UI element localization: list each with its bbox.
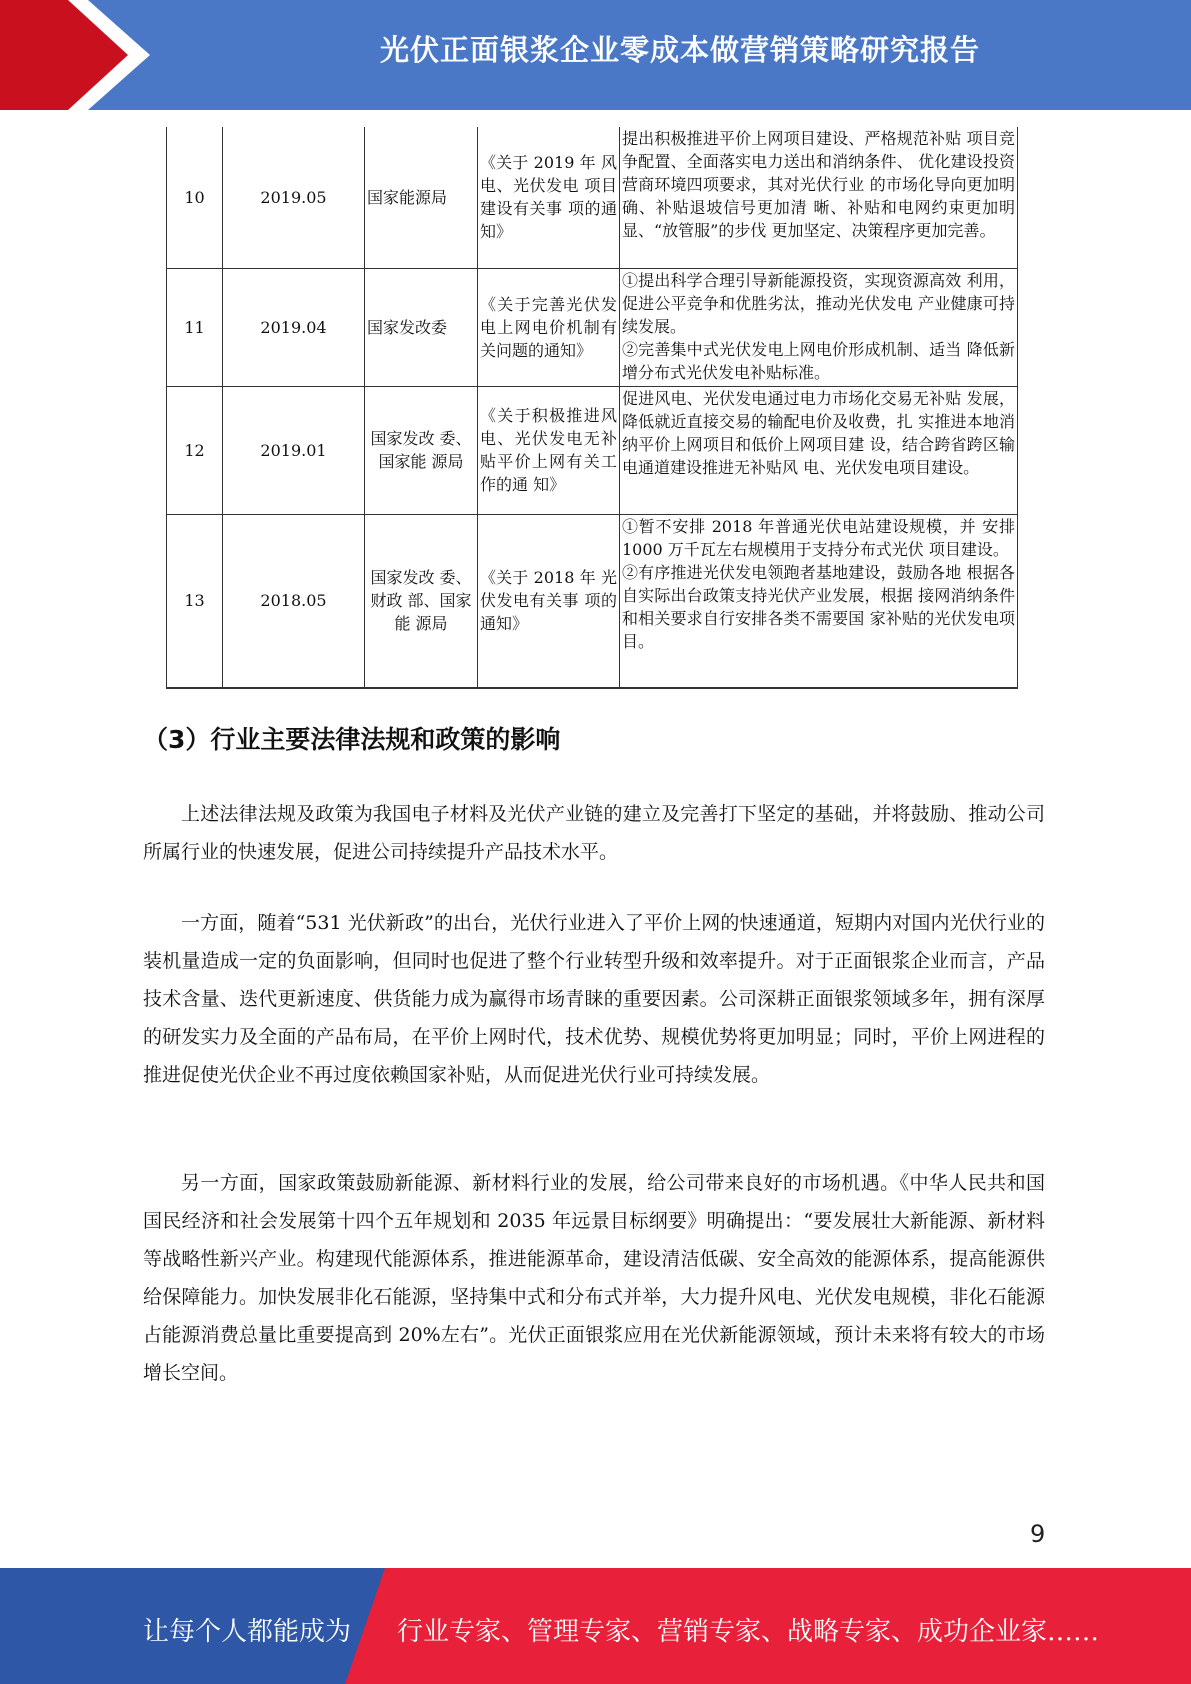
footer-slogan-left: 让每个人都能成为 [143, 1617, 352, 1647]
row-document: 《关于 2019 年 风电、光伏发电 项目建设有关事 项的通知》 [478, 127, 620, 268]
row-date: 2018.05 [223, 514, 365, 688]
row-issuer: 国家发改 委、财政 部、国家能 源局 [365, 514, 478, 688]
row-date: 2019.01 [223, 386, 365, 514]
row-issuer: 国家发改 委、国家能 源局 [365, 386, 478, 514]
row-number: 10 [167, 127, 223, 268]
row-number: 11 [167, 268, 223, 386]
row-content: 促进风电、光伏发电通过电力市场化交易无补贴 发展，降低就近直接交易的输配电价及收费，扎 实推进本地消纳平价上网项目和低价上网项目建 设，结合跨省跨区输电通道建设推进无补贴风 电、光伏发电项目建设。 [620, 386, 1018, 514]
row-content [620, 514, 1018, 688]
report-title: 光伏正面银浆企业零成本做营销策略研究报告 [379, 33, 980, 67]
row-content: 提出积极推进平价上网项目建设、严格规范补贴 项目竞争配置、全面落实电力送出和消纳条件、 优化建设投资营商环境四项要求，其对光伏行业 的市场化导向更加明确、补贴退坡信号更加清 晰、补贴和电网约束更加明显、“放管服”的步伐 更加坚定、决策程序更加完善。 [620, 127, 1018, 268]
page-number: 9 [1030, 1520, 1046, 1548]
row-date: 2019.05 [223, 127, 365, 268]
policy-table [166, 127, 1018, 689]
header-red-arrow [0, 0, 150, 110]
row-issuer: 国家发改委 [365, 268, 478, 386]
table-row [167, 386, 1018, 514]
footer-slogan-right: 行业专家、管理专家、营销专家、战略专家、成功企业家…… [397, 1617, 1100, 1647]
table-row [167, 268, 1018, 386]
row-document: 《关于 2018 年 光伏发电有关事 项的通知》 [478, 514, 620, 688]
content-item: ②有序推进光伏发电领跑者基地建设，鼓励各地 根据各自实际出台政策支持光伏产业发展，根据 接网消纳条件和相关要求自行安排各类不需要国 家补贴的光伏发电项目。 [622, 562, 1015, 651]
row-document: 《关于积极推进风电、光伏发电无补贴平价上网有关工作的通 知》 [478, 386, 620, 514]
row-number: 12 [167, 386, 223, 514]
row-issuer: 国家能源局 [365, 127, 478, 268]
row-document: 《关于完善光伏发电上网电价机制有关问题的通知》 [478, 268, 620, 386]
paragraph: 上述法律法规及政策为我国电子材料及光伏产业链的建立及完善打下坚定的基础，并将鼓励、推动公司所属行业的快速发展，促进公司持续提升产品技术水平。 [143, 803, 1045, 863]
content-item: ①提出科学合理引导新能源投资，实现资源高效 利用，促进公平竞争和优胜劣汰，推动光伏发电 产业健康可持续发展。 [622, 270, 1015, 336]
paragraph: 另一方面，国家政策鼓励新能源、新材料行业的发展，给公司带来良好的市场机遇。《中华人民共和国国民经济和社会发展第十四个五年规划和 2035 年远景目标纲要》明确提出：“要发展壮大新能源、新材料等战略性新兴产业。构建现代能源体系，推进能源革命，建设清洁低碳、安全高效的能源体系，提高能源供给保障能力。加快发展非化石能源，坚持集中式和分布式并举，大力提升风电、光伏发电规模，非化石能源占能源消费总量比重要提高到 20%左右”。光伏正面银浆应用在光伏新能源领域，预计未来将有较大的市场增长空间。 [143, 1172, 1045, 1384]
table-row [167, 127, 1018, 268]
paragraph: 一方面，随着“531 光伏新政”的出台，光伏行业进入了平价上网的快速通道，短期内对国内光伏行业的装机量造成一定的负面影响，但同时也促进了整个行业转型升级和效率提升。对于正面银浆企业而言，产品技术含量、迭代更新速度、供货能力成为赢得市场青睐的重要因素。公司深耕正面银浆领域多年，拥有深厚的研发实力及全面的产品布局，在平价上网时代，技术优势、规模优势将更加明显；同时，平价上网进程的推进促使光伏企业不再过度依赖国家补贴，从而促进光伏行业可持续发展。 [143, 912, 1045, 1086]
table-row [167, 514, 1018, 688]
content-item: ①暂不安排 2018 年普通光伏电站建设规模，并 安排 1000 万千瓦左右规模用于支持分布式光伏 项目建设。 [622, 516, 1015, 559]
page-header [0, 0, 1191, 110]
row-content [620, 268, 1018, 386]
row-date: 2019.04 [223, 268, 365, 386]
row-number: 13 [167, 514, 223, 688]
content-item: ②完善集中式光伏发电上网电价形成机制、适当 降低新增分布式光伏发电补贴标准。 [622, 339, 1015, 382]
section-heading: （3）行业主要法律法规和政策的影响 [143, 725, 561, 754]
